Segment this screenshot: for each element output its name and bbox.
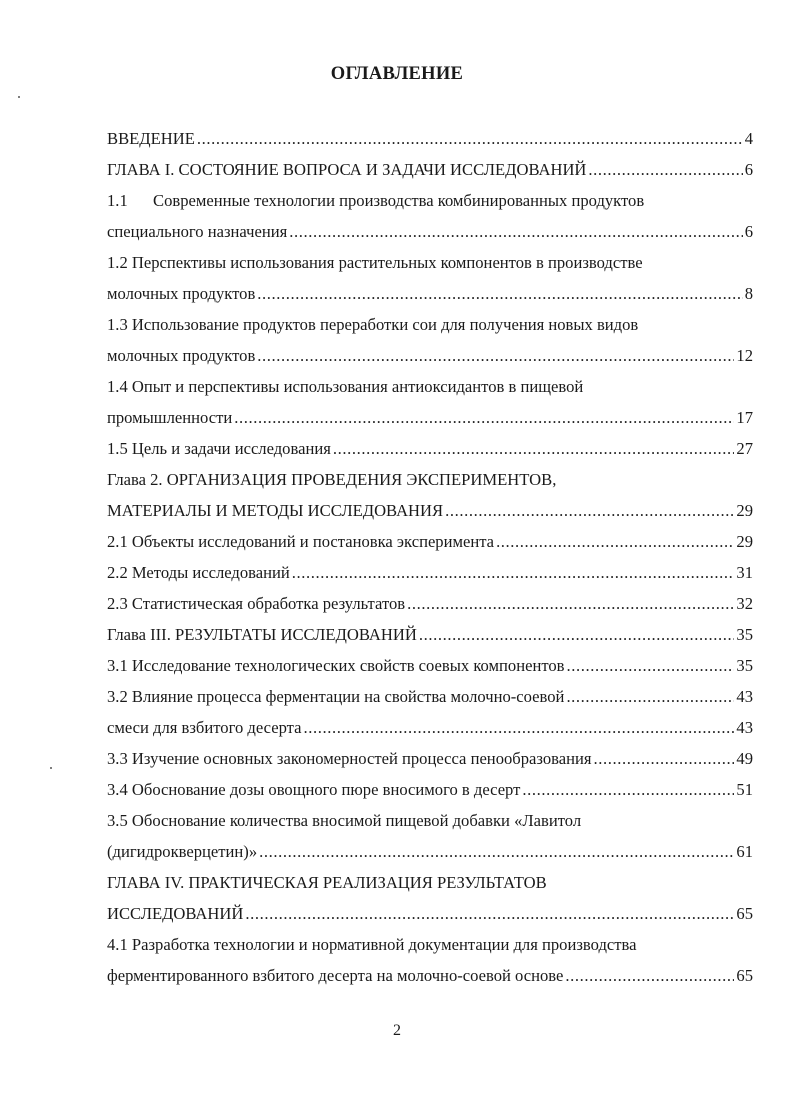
toc-entry-title: 2.3 Статистическая обработка результатов [107, 594, 406, 613]
toc-page-number: 29 [736, 532, 753, 551]
toc-entry [107, 154, 753, 185]
toc-leader-dots [257, 278, 742, 309]
toc-entry [107, 929, 753, 960]
toc-page-number: 31 [736, 563, 753, 582]
toc-entry-title: 2.1 Объекты исследований и постановка эксперимента [107, 532, 495, 551]
toc-entry-title: промышленности [107, 408, 233, 427]
toc-entry-title: ГЛАВА I. СОСТОЯНИЕ ВОПРОСА И ЗАДАЧИ ИССЛЕДОВАНИЙ [107, 160, 587, 179]
toc-page-number: 65 [736, 966, 753, 985]
toc-entry [107, 185, 753, 216]
toc-entry [107, 836, 753, 867]
toc-entry [107, 371, 753, 402]
toc-leader-dots [565, 960, 734, 991]
toc-entry-title: молочных продуктов [107, 346, 256, 365]
toc-entry [107, 867, 753, 898]
toc-leader-dots [445, 495, 734, 526]
toc-leader-dots [496, 526, 734, 557]
toc-entry-number: 1.1 [107, 191, 128, 210]
toc-leader-dots [333, 433, 735, 464]
toc-leader-dots [245, 898, 734, 929]
toc-entry-title: 1.5 Цель и задачи исследования [107, 439, 331, 458]
toc-entry [107, 216, 753, 247]
toc-entry [107, 805, 753, 836]
toc-entry-title: 4.1 Разработка технологии и нормативной документации для производства [107, 935, 637, 954]
toc-page-number: 12 [736, 346, 753, 365]
toc-leader-dots [289, 216, 742, 247]
toc-leader-dots [257, 340, 734, 371]
toc-entry-text: Современные технологии производства комбинированных продуктов [153, 191, 645, 210]
toc-entry [107, 464, 753, 495]
toc-entry [107, 898, 753, 929]
toc-entry [107, 650, 753, 681]
toc-entry [107, 557, 753, 588]
toc-page-number: 43 [736, 687, 753, 706]
toc-leader-dots [197, 123, 743, 154]
toc-entry [107, 247, 753, 278]
toc-entry-title: 1.4 Опыт и перспективы использования антиоксидантов в пищевой [107, 377, 584, 396]
toc-entry-title: смеси для взбитого десерта [107, 718, 302, 737]
toc-page-number: 43 [736, 718, 753, 737]
toc-entry-title: 2.2 Методы исследований [107, 563, 290, 582]
toc-leader-dots [594, 743, 735, 774]
toc-entry-title: 1.2 Перспективы использования растительных компонентов в производстве [107, 253, 643, 272]
toc-entry [107, 433, 753, 464]
toc-entry-title: 3.3 Изучение основных закономерностей процесса пенообразования [107, 749, 592, 768]
toc-entry [107, 402, 753, 433]
toc-entry-title: 1.3 Использование продуктов переработки сои для получения новых видов [107, 315, 639, 334]
toc-page-number: 27 [736, 439, 753, 458]
toc-leader-dots [234, 402, 734, 433]
toc-page-number: 8 [744, 284, 753, 303]
toc-page-number: 6 [744, 160, 753, 179]
toc-entry-title: (дигидрокверцетин)» [107, 842, 258, 861]
toc-entry [107, 340, 753, 371]
toc-leader-dots [292, 557, 735, 588]
toc-entry-title: 3.2 Влияние процесса ферментации на свойства молочно-соевой [107, 687, 565, 706]
toc-leader-dots [259, 836, 734, 867]
toc-entry-title: ферментированного взбитого десерта на молочно-соевой основе [107, 966, 564, 985]
page-title: ОГЛАВЛЕНИЕ [330, 64, 464, 84]
toc-entry-title: МАТЕРИАЛЫ И МЕТОДЫ ИССЛЕДОВАНИЯ [107, 501, 444, 520]
toc-leader-dots [522, 774, 734, 805]
scan-speck [18, 96, 20, 98]
scan-speck [50, 767, 52, 769]
toc-entry [107, 681, 753, 712]
toc-entry [107, 526, 753, 557]
toc-leader-dots [407, 588, 734, 619]
toc-page-number: 65 [736, 904, 753, 923]
toc-entry [107, 495, 753, 526]
toc-page-number: 6 [744, 222, 753, 241]
toc-leader-dots [588, 154, 742, 185]
toc-entry [107, 960, 753, 991]
toc-entry-title: Глава III. РЕЗУЛЬТАТЫ ИССЛЕДОВАНИЙ [107, 625, 417, 644]
toc-page-number: 4 [744, 129, 753, 148]
toc-entry-title [107, 185, 644, 216]
toc-entry-title: Глава 2. ОРГАНИЗАЦИЯ ПРОВЕДЕНИЯ ЭКСПЕРИМЕНТОВ, [107, 470, 557, 489]
toc-leader-dots [419, 619, 735, 650]
toc-entry-title: ВВЕДЕНИЕ [107, 129, 195, 148]
toc-entry [107, 774, 753, 805]
toc-entry [107, 588, 753, 619]
toc-leader-dots [567, 650, 735, 681]
toc-page-number: 29 [736, 501, 753, 520]
toc-entry [107, 123, 753, 154]
toc-entry [107, 309, 753, 340]
toc-entry [107, 278, 753, 309]
toc-page-number: 35 [736, 625, 753, 644]
toc-page-number: 35 [736, 656, 753, 675]
toc-page-number: 51 [736, 780, 753, 799]
toc-entry-title: специального назначения [107, 222, 288, 241]
toc-entry-title: ИССЛЕДОВАНИЙ [107, 904, 244, 923]
toc-leader-dots [566, 681, 734, 712]
toc-leader-dots [303, 712, 734, 743]
toc-entry-title: молочных продуктов [107, 284, 256, 303]
toc-entry-title: 3.5 Обоснование количества вносимой пищевой добавки «Лавитол [107, 811, 582, 830]
toc-page-number: 49 [736, 749, 753, 768]
toc-page-number: 32 [736, 594, 753, 613]
toc-entry-title: 3.4 Обоснование дозы овощного пюре вносимого в десерт [107, 780, 521, 799]
toc-entry [107, 712, 753, 743]
page-number: 2 [393, 1022, 401, 1039]
toc-entry [107, 619, 753, 650]
toc-entry-title: 3.1 Исследование технологических свойств соевых компонентов [107, 656, 565, 675]
toc-entry [107, 743, 753, 774]
table-of-contents [107, 123, 753, 991]
toc-entry-title: ГЛАВА IV. ПРАКТИЧЕСКАЯ РЕАЛИЗАЦИЯ РЕЗУЛЬТАТОВ [107, 873, 547, 892]
toc-page-number: 61 [736, 842, 753, 861]
toc-page-number: 17 [736, 408, 753, 427]
